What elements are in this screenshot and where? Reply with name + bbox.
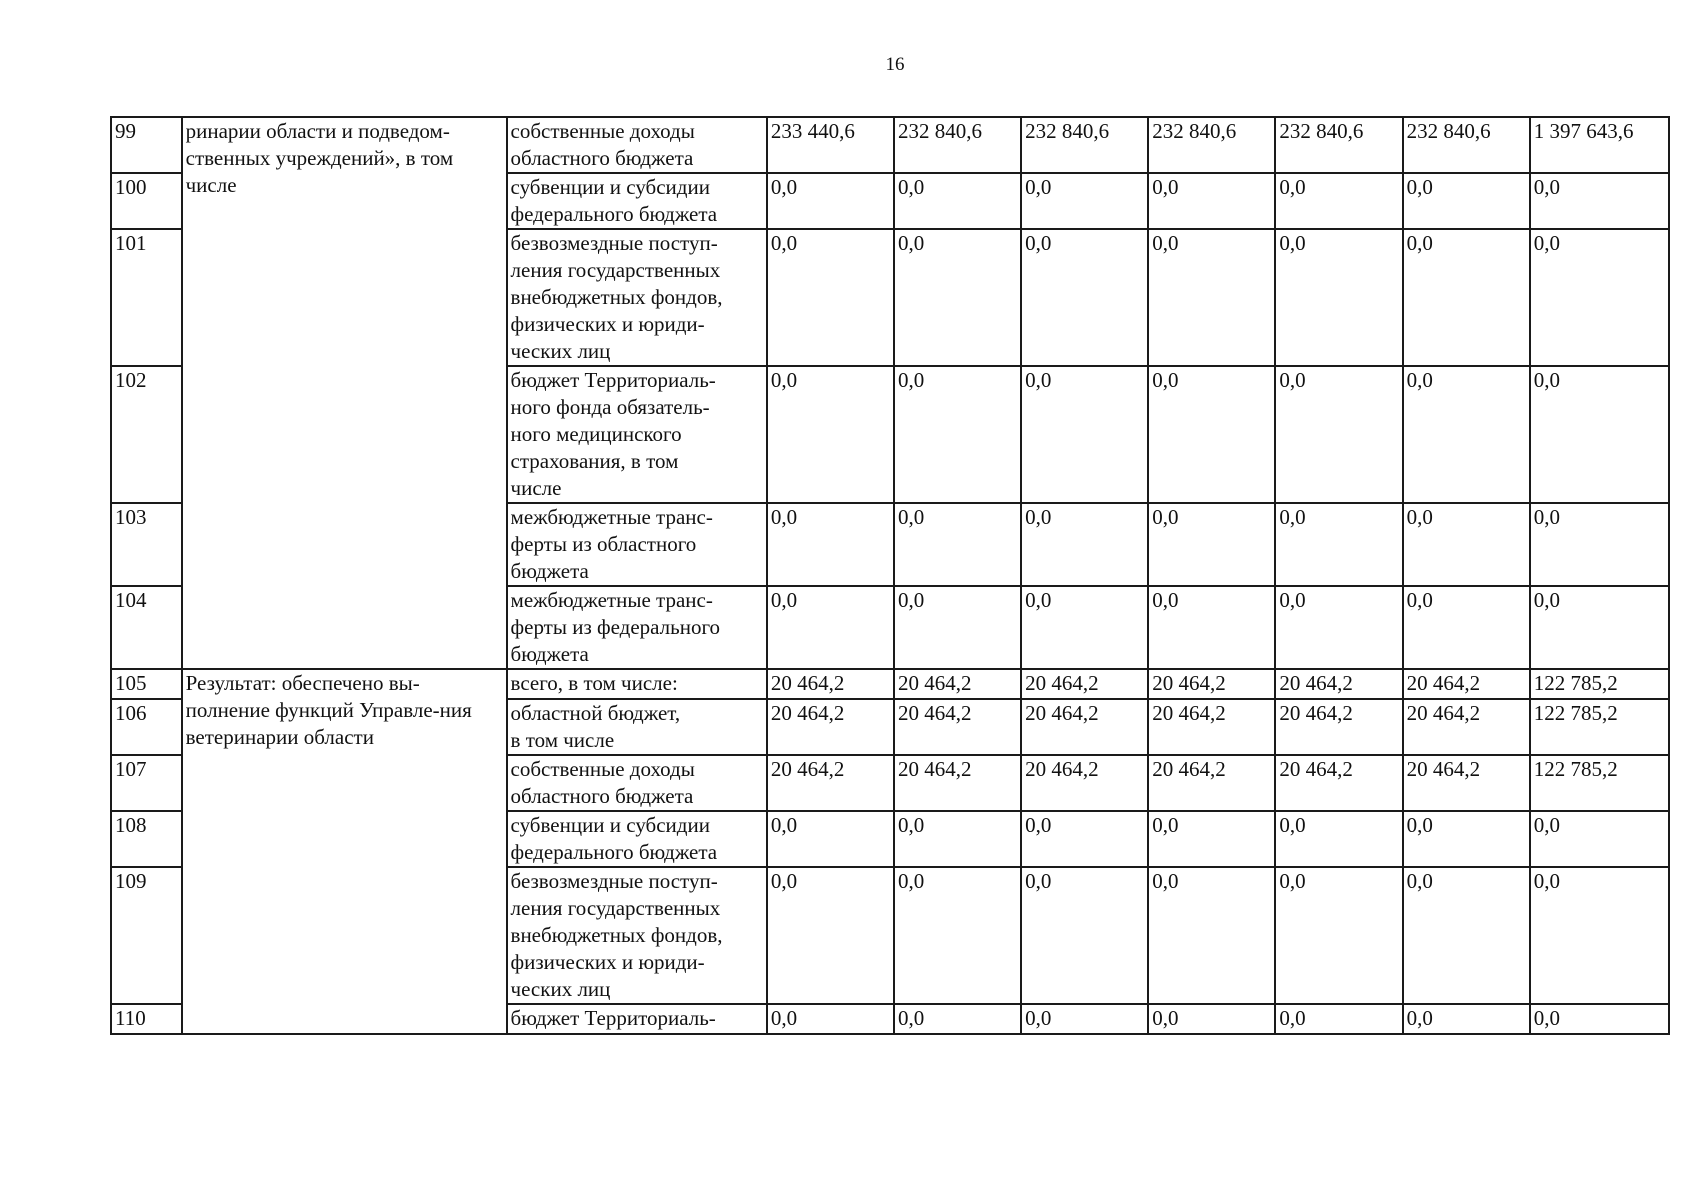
year-value-cell: 20 464,2 [1021, 669, 1148, 699]
year-value-cell: 0,0 [1403, 867, 1530, 1004]
year-value-cell: 0,0 [1403, 1004, 1530, 1034]
year-value-cell: 232 840,6 [1403, 117, 1530, 173]
year-value-cell: 0,0 [1403, 173, 1530, 229]
year-value-cell: 0,0 [1275, 366, 1402, 503]
total-value-cell: 0,0 [1530, 173, 1669, 229]
total-value-cell: 1 397 643,6 [1530, 117, 1669, 173]
year-value-cell: 20 464,2 [894, 699, 1021, 755]
year-value-cell: 0,0 [1275, 173, 1402, 229]
year-value-cell: 0,0 [894, 867, 1021, 1004]
year-value-cell: 0,0 [767, 229, 894, 366]
year-value-cell: 0,0 [1275, 867, 1402, 1004]
year-value-cell: 20 464,2 [1148, 755, 1275, 811]
year-value-cell: 0,0 [1021, 366, 1148, 503]
row-number-cell: 102 [111, 366, 182, 503]
year-value-cell: 232 840,6 [1021, 117, 1148, 173]
row-number-cell: 107 [111, 755, 182, 811]
year-value-cell: 0,0 [894, 811, 1021, 867]
year-value-cell: 0,0 [1148, 173, 1275, 229]
year-value-cell: 0,0 [1403, 811, 1530, 867]
funding-source-cell: бюджет Территориаль- ного фонда обязатель- ного медицинского страхования, в том числе [507, 366, 767, 503]
row-number-cell: 100 [111, 173, 182, 229]
funding-source-cell: всего, в том числе: [507, 669, 767, 699]
year-value-cell: 0,0 [894, 229, 1021, 366]
year-value-cell: 0,0 [894, 173, 1021, 229]
year-value-cell: 0,0 [1021, 1004, 1148, 1034]
funding-source-cell: безвозмездные поступ- ления государственных внебюджетных фондов, физических и юриди- ческих лиц [507, 229, 767, 366]
row-number-cell: 104 [111, 586, 182, 669]
year-value-cell: 0,0 [1148, 811, 1275, 867]
total-value-cell: 0,0 [1530, 811, 1669, 867]
year-value-cell: 0,0 [767, 1004, 894, 1034]
year-value-cell: 20 464,2 [1148, 699, 1275, 755]
year-value-cell: 0,0 [894, 503, 1021, 586]
year-value-cell: 0,0 [1403, 229, 1530, 366]
funding-source-cell: областной бюджет, в том числе [507, 699, 767, 755]
year-value-cell: 20 464,2 [1275, 699, 1402, 755]
year-value-cell: 0,0 [894, 366, 1021, 503]
group-description-cell: ринарии области и подведом-ственных учреждений», в том числе [182, 117, 507, 669]
total-value-cell: 0,0 [1530, 366, 1669, 503]
year-value-cell: 0,0 [767, 586, 894, 669]
year-value-cell: 0,0 [1148, 229, 1275, 366]
total-value-cell: 0,0 [1530, 867, 1669, 1004]
year-value-cell: 0,0 [767, 173, 894, 229]
year-value-cell: 20 464,2 [767, 755, 894, 811]
funding-source-cell: бюджет Территориаль- [507, 1004, 767, 1034]
year-value-cell: 0,0 [1148, 503, 1275, 586]
year-value-cell: 232 840,6 [1148, 117, 1275, 173]
year-value-cell: 0,0 [1148, 867, 1275, 1004]
year-value-cell: 0,0 [1403, 586, 1530, 669]
table-row [111, 669, 1669, 699]
year-value-cell: 0,0 [767, 867, 894, 1004]
year-value-cell: 20 464,2 [1021, 755, 1148, 811]
year-value-cell: 0,0 [1403, 503, 1530, 586]
year-value-cell: 0,0 [1275, 811, 1402, 867]
total-value-cell: 122 785,2 [1530, 755, 1669, 811]
funding-source-cell: субвенции и субсидии федерального бюджета [507, 173, 767, 229]
year-value-cell: 20 464,2 [1275, 669, 1402, 699]
funding-source-cell: межбюджетные транс- ферты из федерального бюджета [507, 586, 767, 669]
year-value-cell: 0,0 [1148, 586, 1275, 669]
funding-source-cell: собственные доходы областного бюджета [507, 117, 767, 173]
year-value-cell: 0,0 [1021, 229, 1148, 366]
group-description-cell: Результат: обеспечено вы-полнение функций Управле-ния ветеринарии области [182, 669, 507, 1034]
row-number-cell: 108 [111, 811, 182, 867]
total-value-cell: 122 785,2 [1530, 699, 1669, 755]
row-number-cell: 103 [111, 503, 182, 586]
year-value-cell: 0,0 [1403, 366, 1530, 503]
row-number-cell: 105 [111, 669, 182, 699]
year-value-cell: 0,0 [1021, 867, 1148, 1004]
funding-source-cell: безвозмездные поступ- ления государственных внебюджетных фондов, физических и юриди- ческих лиц [507, 867, 767, 1004]
year-value-cell: 0,0 [767, 811, 894, 867]
page-number: 16 [885, 54, 905, 75]
year-value-cell: 0,0 [1148, 1004, 1275, 1034]
row-number-cell: 101 [111, 229, 182, 366]
year-value-cell: 20 464,2 [1403, 669, 1530, 699]
year-value-cell: 0,0 [894, 586, 1021, 669]
year-value-cell: 233 440,6 [767, 117, 894, 173]
year-value-cell: 0,0 [1275, 586, 1402, 669]
year-value-cell: 20 464,2 [894, 669, 1021, 699]
row-number-cell: 99 [111, 117, 182, 173]
year-value-cell: 0,0 [894, 1004, 1021, 1034]
year-value-cell: 232 840,6 [1275, 117, 1402, 173]
total-value-cell: 0,0 [1530, 229, 1669, 366]
row-number-cell: 106 [111, 699, 182, 755]
year-value-cell: 0,0 [1021, 503, 1148, 586]
funding-source-cell: межбюджетные транс- ферты из областного бюджета [507, 503, 767, 586]
year-value-cell: 0,0 [1021, 586, 1148, 669]
budget-table [110, 116, 1670, 1035]
row-number-cell: 109 [111, 867, 182, 1004]
year-value-cell: 20 464,2 [1275, 755, 1402, 811]
table-row [111, 117, 1669, 173]
year-value-cell: 232 840,6 [894, 117, 1021, 173]
year-value-cell: 20 464,2 [767, 699, 894, 755]
funding-source-cell: собственные доходы областного бюджета [507, 755, 767, 811]
total-value-cell: 0,0 [1530, 503, 1669, 586]
year-value-cell: 0,0 [1021, 811, 1148, 867]
year-value-cell: 20 464,2 [1403, 755, 1530, 811]
total-value-cell: 0,0 [1530, 586, 1669, 669]
funding-source-cell: субвенции и субсидии федерального бюджета [507, 811, 767, 867]
year-value-cell: 0,0 [1148, 366, 1275, 503]
total-value-cell: 122 785,2 [1530, 669, 1669, 699]
year-value-cell: 0,0 [1021, 173, 1148, 229]
total-value-cell: 0,0 [1530, 1004, 1669, 1034]
year-value-cell: 0,0 [1275, 503, 1402, 586]
year-value-cell: 20 464,2 [1148, 669, 1275, 699]
year-value-cell: 0,0 [767, 366, 894, 503]
year-value-cell: 20 464,2 [1021, 699, 1148, 755]
table-body [111, 117, 1669, 1034]
year-value-cell: 20 464,2 [894, 755, 1021, 811]
year-value-cell: 20 464,2 [1403, 699, 1530, 755]
year-value-cell: 0,0 [767, 503, 894, 586]
row-number-cell: 110 [111, 1004, 182, 1034]
year-value-cell: 0,0 [1275, 1004, 1402, 1034]
year-value-cell: 0,0 [1275, 229, 1402, 366]
year-value-cell: 20 464,2 [767, 669, 894, 699]
